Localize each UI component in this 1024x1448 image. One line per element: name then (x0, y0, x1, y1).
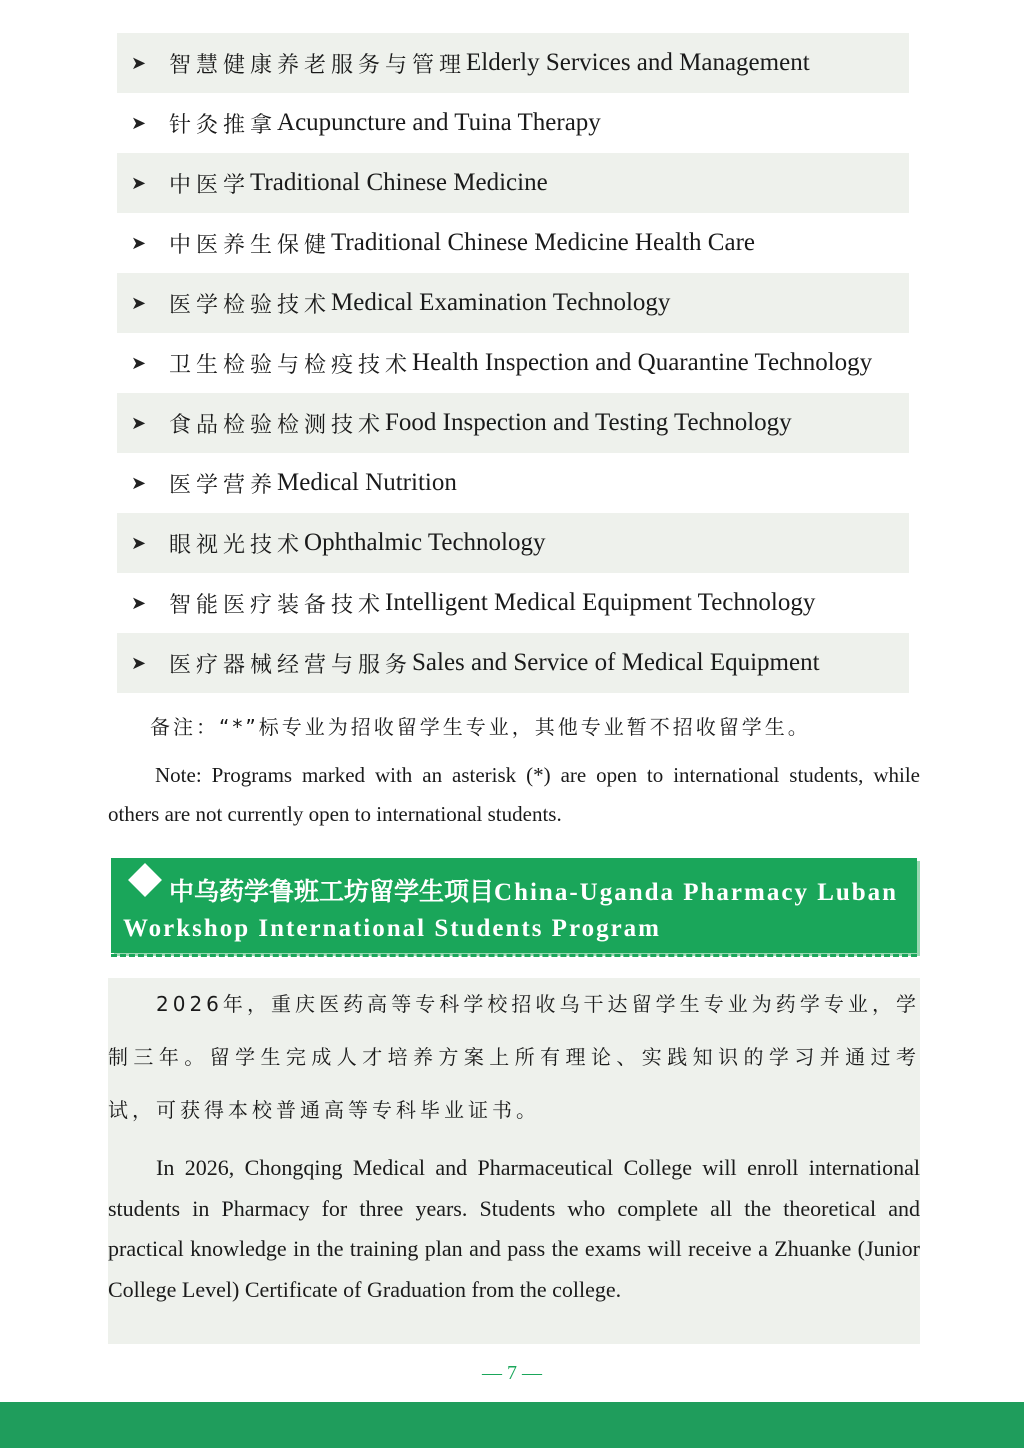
program-name-en: Intelligent Medical Equipment Technology (385, 589, 816, 616)
program-name-en: Traditional Chinese Medicine Health Care (331, 229, 755, 256)
program-name-en: Health Inspection and Quarantine Technology (412, 349, 873, 376)
program-name-en: Elderly Services and Management (466, 49, 810, 76)
program-name-en: Sales and Service of Medical Equipment (412, 649, 820, 676)
note-en: Note: Programs marked with an asterisk (*) are open to international students, while others are not currently open to international students. (108, 763, 920, 826)
arrow-bullet-icon: ➤ (131, 472, 147, 494)
program-item (117, 633, 909, 693)
arrow-bullet-icon: ➤ (131, 52, 147, 74)
program-item (117, 333, 909, 393)
program-item (117, 93, 909, 153)
program-item (117, 213, 909, 273)
program-item (117, 33, 909, 93)
section-banner (111, 858, 917, 953)
program-name-en: Food Inspection and Testing Technology (385, 409, 792, 436)
arrow-bullet-icon: ➤ (131, 652, 147, 674)
program-name-zh: 医疗器械经营与服务 (169, 652, 413, 678)
section-title (123, 874, 905, 947)
arrow-bullet-icon: ➤ (131, 112, 147, 134)
program-name-en: Medical Examination Technology (331, 289, 671, 316)
program-name-zh: 卫生检验与检疫技术 (169, 352, 413, 378)
program-name-zh: 针灸推拿 (169, 112, 278, 138)
program-item (117, 393, 909, 453)
program-name-zh: 眼视光技术 (169, 532, 305, 558)
section-title-zh: 中乌药学鲁班工坊留学生项目 (169, 877, 495, 906)
arrow-bullet-icon: ➤ (131, 412, 147, 434)
program-item (117, 573, 909, 633)
section-title-en: China-Uganda Pharmacy Luban Workshop International Students Program (123, 879, 899, 942)
arrow-bullet-icon: ➤ (131, 532, 147, 554)
arrow-bullet-icon: ➤ (131, 352, 147, 374)
arrow-bullet-icon: ➤ (131, 592, 147, 614)
section-paragraph-zh: 2026年，重庆医药高等专科学校招收乌干达留学生专业为药学专业，学制三年。留学生完成人才培养方案上所有理论、实践知识的学习并通过考试，可获得本校普通高等专科毕业证书。 (108, 992, 920, 1122)
banner-divider (111, 954, 917, 961)
program-name-en: Ophthalmic Technology (304, 529, 546, 556)
program-name-zh: 智慧健康养老服务与管理 (169, 52, 467, 78)
program-name-zh: 食品检验检测技术 (169, 412, 386, 438)
program-name-en: Medical Nutrition (277, 469, 457, 496)
arrow-bullet-icon: ➤ (131, 172, 147, 194)
program-item (117, 453, 909, 513)
program-item (117, 273, 909, 333)
arrow-bullet-icon: ➤ (131, 232, 147, 254)
page-number: — 7 — (482, 1362, 542, 1384)
section-paragraph-en: In 2026, Chongqing Medical and Pharmaceutical College will enroll international students in Pharmacy for three years. Students who complete all the theoretical and practical knowledge in the training plan and pass the exams will receive a Zhuanke (Junior College Level) Certificate of Graduation from the college. (108, 1155, 920, 1302)
footer-bar (0, 1402, 1024, 1448)
program-name-en: Traditional Chinese Medicine (250, 169, 548, 196)
note-zh: 备注：“*”标专业为招收留学生专业，其他专业暂不招收留学生。 (150, 715, 811, 739)
program-name-en: Acupuncture and Tuina Therapy (277, 109, 601, 136)
program-item (117, 153, 909, 213)
program-list (117, 33, 909, 693)
program-name-zh: 智能医疗装备技术 (169, 592, 386, 618)
program-name-zh: 医学营养 (169, 472, 278, 498)
program-item (117, 513, 909, 573)
program-name-zh: 中医养生保健 (169, 232, 332, 258)
program-name-zh: 医学检验技术 (169, 292, 332, 318)
program-name-zh: 中医学 (169, 172, 251, 198)
arrow-bullet-icon: ➤ (131, 292, 147, 314)
